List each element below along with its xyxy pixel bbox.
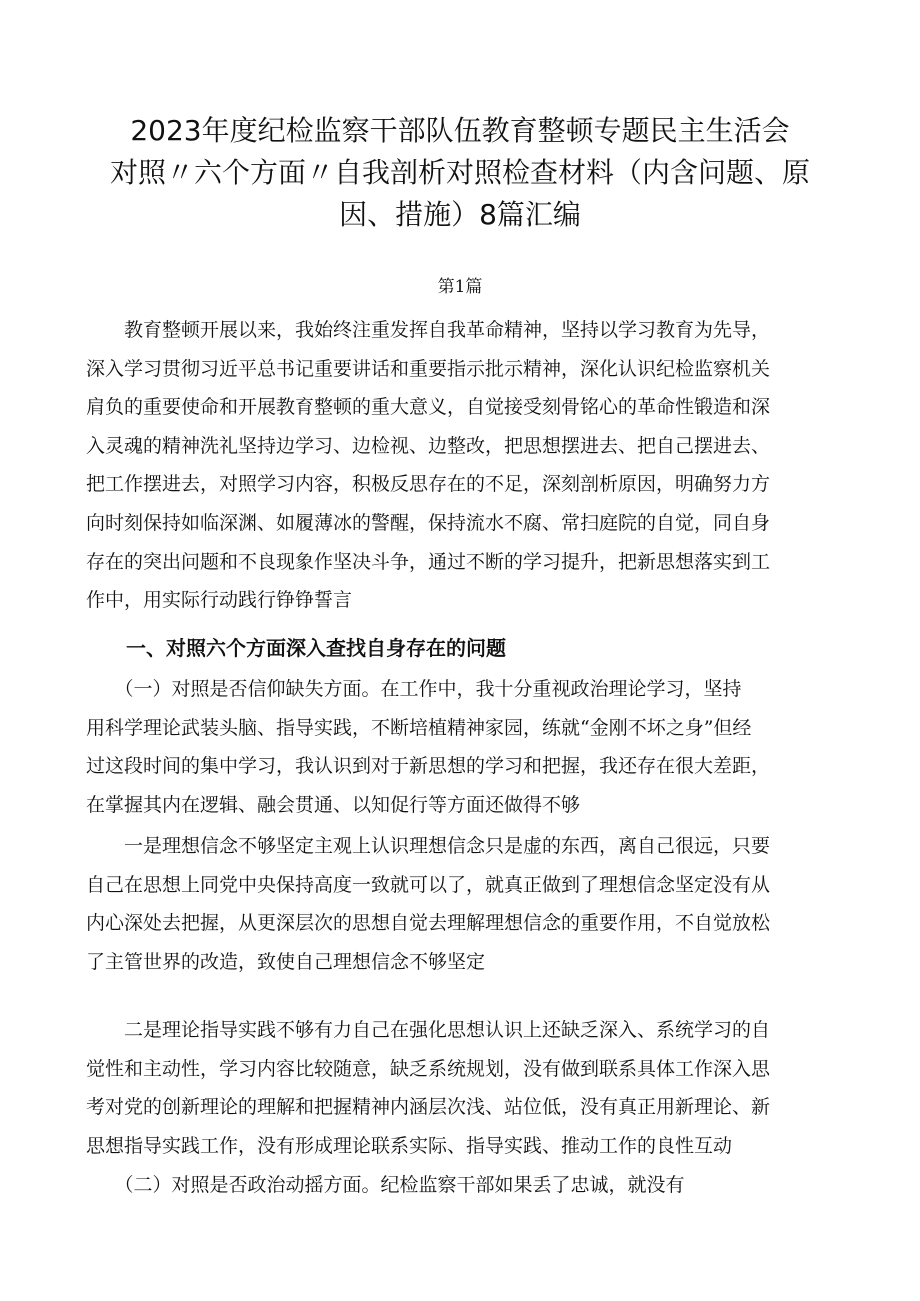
paragraph-line: （二）对照是否政治动摇方面。纪检监察干部如果丢了忠诚，就没有 xyxy=(86,1174,685,1196)
paragraph-line: 深入学习贯彻习近平总书记重要讲话和重要指示批示精神，深化认识纪检监察机关 xyxy=(86,357,771,380)
paragraph-line: 在掌握其内在逻辑、融会贯通、以知促行等方面还做得不够 xyxy=(86,793,581,816)
paragraph-line: 把工作摆进去，对照学习内容，积极反思存在的不足，深刻剖析原因，明确努力方 xyxy=(86,473,771,496)
paragraph-line: 肩负的重要使命和开展教育整顿的重大意义，自觉接受刻骨铭心的革命性锻造和深 xyxy=(86,396,771,419)
paragraph-line: 存在的突出问题和不良现象作坚决斗争，通过不断的学习提升，把新思想落实到工 xyxy=(86,550,771,573)
paragraph-line: 自己在思想上同党中央保持高度一致就可以了，就真正做到了理想信念坚定没有从 xyxy=(86,873,771,896)
title-line: 2023年度纪检监察干部队伍教育整顿专题民主生活会 xyxy=(130,114,790,147)
paragraph-line: 入灵魂的精神洗礼坚持边学习、边检视、边整改，把思想摆进去、把自己摆进去、 xyxy=(86,434,771,457)
paragraph-line: 用科学理论武装头脑、指导实践，不断培植精神家园，练就“金刚不坏之身”但经 xyxy=(86,716,752,739)
body-paragraph xyxy=(86,1166,866,1205)
title-line: 对照〃六个方面〃自我剖析对照检查材料（内含问题、原 xyxy=(109,156,810,189)
body-paragraph xyxy=(86,827,866,981)
body-paragraph xyxy=(86,670,866,824)
paragraph-line: 了主管世界的改造，致使自己理想信念不够坚定 xyxy=(86,950,486,973)
paragraph-line: 内心深处去把握，从更深层次的思想自觉去理解理想信念的重要作用，不自觉放松 xyxy=(86,912,771,935)
paragraph-line: 教育整顿开展以来，我始终注重发挥自我革命精神，坚持以学习教育为先导， xyxy=(86,319,771,341)
paragraph-line: （一）对照是否信仰缺失方面。在工作中，我十分重视政治理论学习，坚持 xyxy=(86,678,742,700)
document-title xyxy=(60,110,860,236)
paragraph-line: 一是理想信念不够坚定主观上认识理想信念只是虚的东西，离自己很远，只要 xyxy=(86,835,771,857)
paragraph-line: 二是理论指导实践不够有力自己在强化思想认识上还缺乏深入、系统学习的自 xyxy=(86,1019,771,1041)
paragraph-line: 作中，用实际行动践行铮铮誓言 xyxy=(86,589,353,612)
paragraph-line: 考对党的创新理论的理解和把握精神内涵层次浅、站位低，没有真正用新理论、新 xyxy=(86,1096,771,1119)
paragraph-line: 过这段时间的集中学习，我认识到对于新思想的学习和把握，我还存在很大差距， xyxy=(86,755,771,778)
paragraph-line: 向时刻保持如临深渊、如履薄冰的警醒，保持流水不腐、常扫庭院的自觉，同自身 xyxy=(86,511,771,534)
section-label: 第1篇 xyxy=(437,277,483,297)
paragraph-line: 思想指导实践工作，没有形成理论联系实际、指导实践、推动工作的良性互动 xyxy=(86,1134,733,1157)
section-heading: 一、对照六个方面深入查找自身存在的问题 xyxy=(126,636,506,660)
body-paragraph xyxy=(86,1011,866,1165)
title-line: 因、措施）8篇汇编 xyxy=(339,198,581,231)
body-paragraph xyxy=(86,311,866,620)
paragraph-line: 觉性和主动性，学习内容比较随意，缺乏系统规划，没有做到联系具体工作深入思 xyxy=(86,1057,771,1080)
